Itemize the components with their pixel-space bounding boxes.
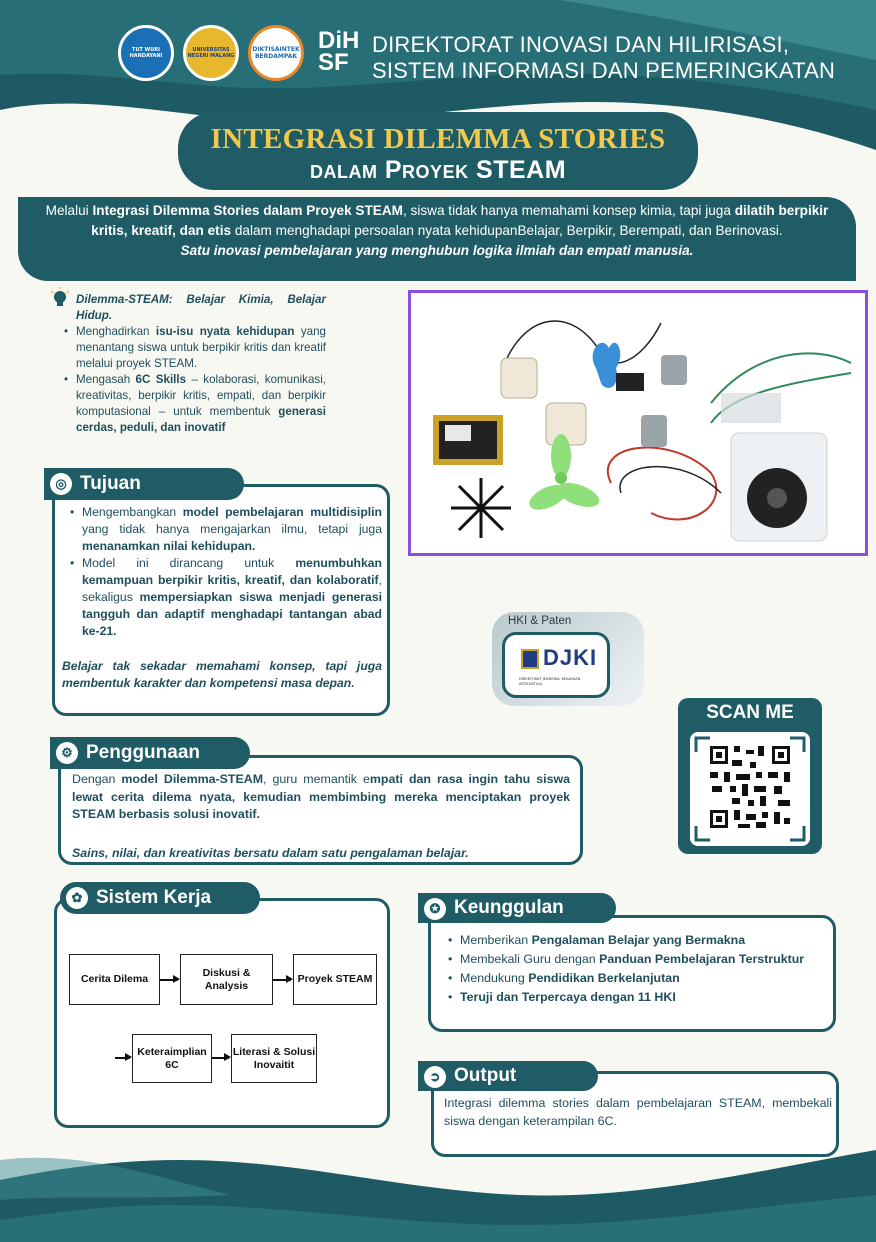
dilemma-b1-bold: isu-isu nyata kehidupan: [155, 325, 295, 338]
dilemma-heading: Dilemma-STEAM: Belajar Kimia, Belajar Hidup.: [76, 293, 326, 322]
target-icon: ◎: [50, 473, 72, 495]
tut-wuri-handayani-logo: TUT WURI HANDAYANI: [118, 25, 174, 81]
tujuan-b1-pre: Mengembangkan: [82, 505, 183, 519]
dilemma-b2-mid: – kolaborasi, komunikasi, kreativitas, berpikir kritis, empati, dan berpikir komputasional – untuk membentuk: [76, 373, 326, 418]
flow-step-1: Cerita Dilema: [69, 954, 160, 1005]
title-banner: [178, 112, 698, 190]
directorate-line-1: DIREKTORAT INOVASI DAN HILIRISASI,: [372, 32, 790, 57]
penggunaan-title: Penggunaan: [86, 742, 201, 763]
keunggulan-i2-bold: Panduan Pembelajaran Terstruktur: [599, 952, 805, 966]
tujuan-closing: Belajar tak sekadar memahami konsep, tapi juga membentuk karakter dan kompetensi masa depan.: [62, 659, 382, 690]
keunggulan-i3-bold: Pendidikan Berkelanjutan: [528, 971, 680, 985]
keunggulan-i4-bold: Teruji dan Terpercaya dengan 11 HKI: [460, 990, 676, 1004]
keunggulan-i2-pre: Membekali Guru dengan: [460, 952, 600, 966]
keunggulan-list: [448, 932, 830, 1008]
list-item: [70, 504, 382, 555]
penggunaan-text: [72, 771, 570, 824]
tujuan-b1-bold-2: menanamkan nilai kehidupan.: [82, 539, 256, 553]
intro-tagline: Satu inovasi pembelajaran yang menghubun logika ilmiah dan empati manusia.: [180, 243, 694, 258]
keunggulan-i3-pre: Mendukung: [460, 971, 529, 985]
djki-logo: [502, 632, 610, 698]
qr-code[interactable]: [690, 732, 810, 846]
list-item: [70, 555, 382, 640]
list-item: [448, 932, 830, 949]
tujuan-header: [44, 468, 244, 500]
list-item: [64, 372, 326, 436]
output-header: [418, 1061, 598, 1091]
tujuan-title: Tujuan: [80, 473, 141, 494]
output-text: Integrasi dilemma stories dalam pembelajaran STEAM, membekali siswa dengan keterampilan 6C.: [444, 1096, 832, 1128]
penggunaan-mid: , guru memantik e: [263, 772, 370, 786]
dilemma-b2-pre: Mengasah: [76, 373, 136, 386]
intro-pre: Melalui: [45, 203, 93, 218]
penggunaan-closing: Sains, nilai, dan kreativitas bersatu dalam satu pengalaman belajar.: [72, 846, 469, 860]
tujuan-b2-bold-2: mempersiapkan siswa menjadi generasi tangguh dan adaptif menghadapi tantangan abad ke-21.: [82, 590, 382, 638]
flow-arrow-1: [160, 979, 178, 981]
page-subtitle: dalam Proyek STEAM: [309, 156, 567, 184]
tujuan-body: [70, 504, 382, 640]
list-item: [448, 970, 830, 987]
output-icon: ➲: [424, 1066, 446, 1088]
dsf-logo: DiH SF: [318, 27, 360, 76]
flow-step-2: Diskusi & Analysis: [180, 954, 273, 1005]
gear-icon: ✿: [66, 887, 88, 909]
directorate-name: [372, 32, 835, 84]
intro-text: [30, 201, 844, 241]
tujuan-b1-bold: model pembelajaran multidisiplin: [182, 505, 382, 519]
sistem-title: Sistem Kerja: [96, 887, 212, 908]
list-item: [64, 324, 326, 372]
intro-bold-2: dilatih berpikir kritis, kreatif, dan etis: [91, 203, 829, 238]
dilemma-b2-bold-2: generasi cerdas, peduli, dan inovatif: [76, 405, 326, 434]
output-title: Output: [454, 1065, 517, 1086]
djki-text: DJKI: [543, 645, 598, 670]
diktisaintek-logo: DIKTISAINTEK BERDAMPAK: [248, 25, 304, 81]
sistem-card: [54, 898, 390, 1128]
djki-emblem: [521, 649, 539, 669]
intro-post: dalam menghadapi persoalan nyata kehidupanBelajar, Berpikir, Berempati, dan Berinovasi.: [231, 223, 783, 238]
tujuan-b2-pre: Model ini dirancang untuk: [82, 556, 296, 570]
page-title: INTEGRASI DILEMMA STORIES: [210, 123, 666, 155]
keunggulan-i1-bold: Pengalaman Belajar yang Bermakna: [531, 933, 746, 947]
flow-arrow-2: [273, 979, 291, 981]
penggunaan-pre: Dengan: [72, 772, 122, 786]
dilemma-b2-bold: 6C Skills: [135, 373, 187, 386]
flow-step-5: Literasi & Solusi Inovaitit: [231, 1034, 317, 1083]
award-icon: ✪: [424, 898, 446, 920]
penggunaan-bold-1: model Dilemma-STEAM: [121, 772, 264, 786]
flow-arrow-3: [115, 1057, 130, 1059]
sistem-header: [60, 882, 260, 914]
university-logo: UNIVERSITAS NEGERI MALANG: [183, 25, 239, 81]
keunggulan-header: [418, 893, 616, 923]
list-item: [448, 989, 830, 1006]
flow-arrow-4: [212, 1057, 229, 1059]
dilemma-b1-pre: Menghadirkan: [76, 325, 156, 338]
penggunaan-bold-2: mpati dan rasa ingin tahu siswa lewat cerita dilema nyata, kemudian membimbing mereka menciptakan proyek STEAM berbasis solusi inovatif.: [72, 772, 570, 821]
list-item: [448, 951, 830, 968]
brain-icon: ⚙: [56, 742, 78, 764]
flow-step-3: Proyek STEAM: [293, 954, 377, 1005]
directorate-line-2: SISTEM INFORMASI DAN PEMERINGKATAN: [372, 58, 836, 83]
hki-label: HKI & Paten: [508, 615, 572, 627]
steam-components-photo: [408, 290, 868, 556]
flow-step-4: Keteraimplian 6C: [132, 1034, 212, 1083]
tujuan-b2-mid: , sekaligus: [82, 573, 382, 604]
tujuan-b1-mid: yang tidak hanya mengajarkan ilmu, tetapi juga: [82, 522, 382, 536]
keunggulan-title: Keunggulan: [454, 897, 564, 918]
scan-me-label: SCAN ME: [706, 702, 794, 723]
dilemma-section: [64, 292, 326, 436]
keunggulan-i1-pre: Memberikan: [460, 933, 532, 947]
penggunaan-header: [50, 737, 250, 769]
intro-banner: [18, 197, 856, 281]
intro-mid: , siswa tidak hanya memahami konsep kimia, tapi juga: [402, 203, 735, 218]
djki-subtext: DIREKTORAT JENDERAL KEKAYAAN INTELEKTUAL: [519, 677, 581, 686]
intro-bold-1: Integrasi Dilemma Stories dalam Proyek STEAM: [92, 203, 403, 218]
tujuan-b2-bold: menumbuhkan kemampuan berpikir kritis, kreatif, dan kolaboratif: [82, 556, 382, 587]
dilemma-b1-post: yang menantang siswa untuk berpikir kritis dan kreatif melalui proyek STEAM.: [76, 325, 326, 370]
